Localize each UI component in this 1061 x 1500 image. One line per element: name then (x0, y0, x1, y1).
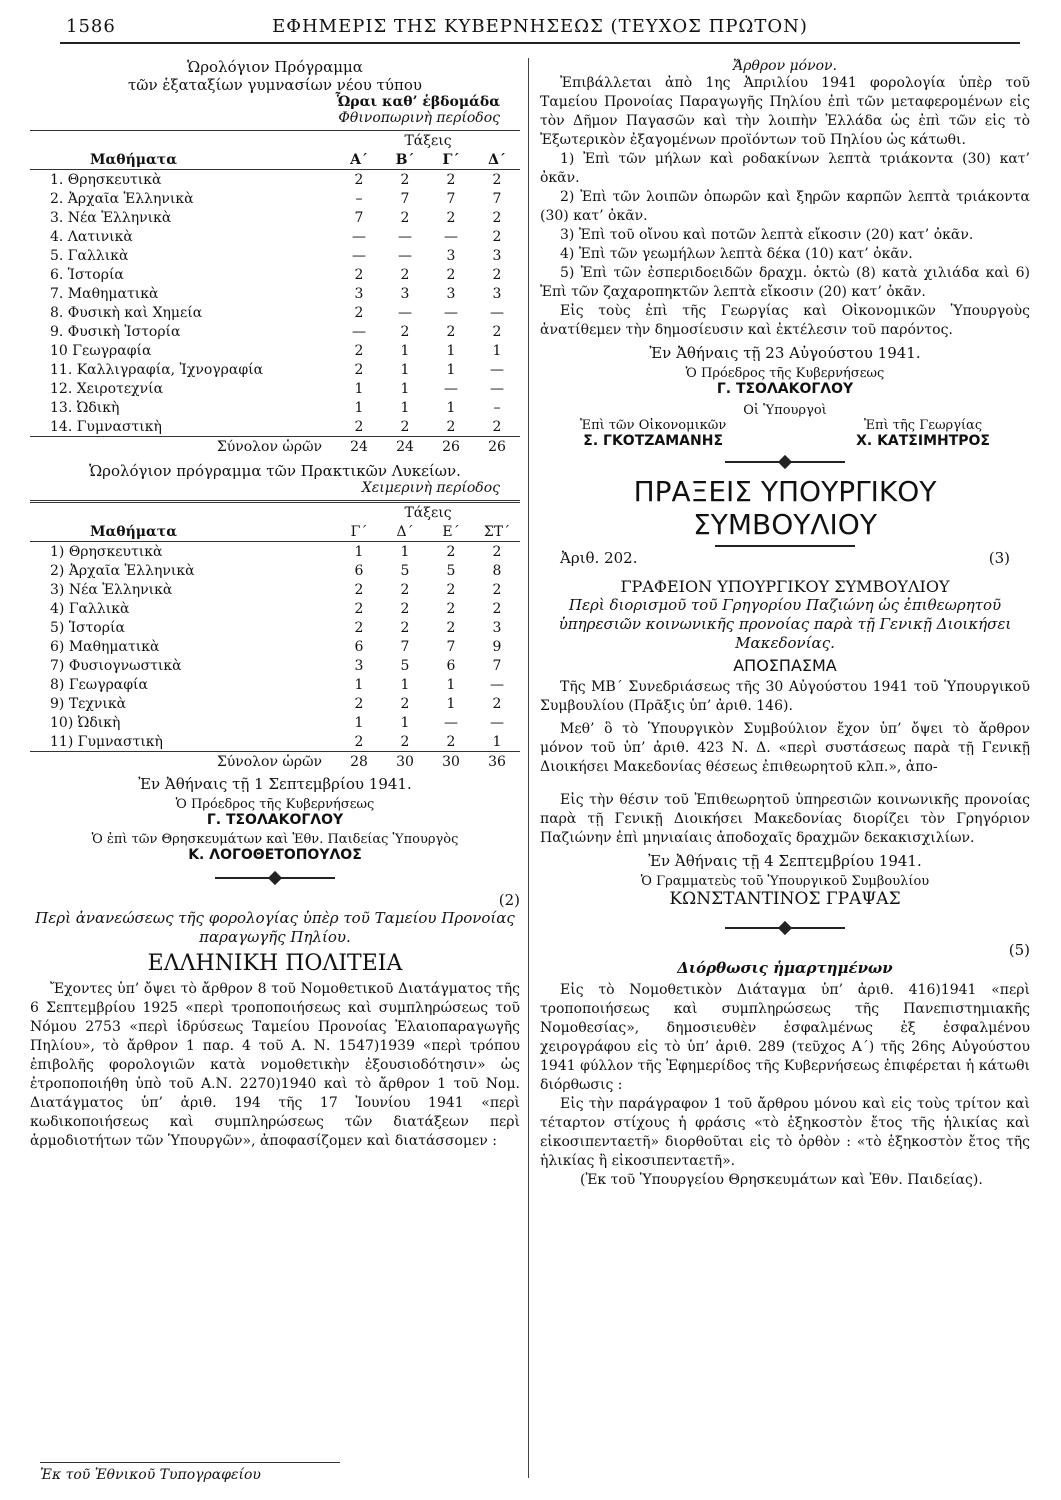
table-row (30, 637, 520, 656)
table-row (30, 417, 520, 437)
article-item: 4) Ἐπὶ τῶν γεωμήλων λεπτὰ δέκα (10) κατ’ ὀκᾶν. (560, 246, 913, 262)
t1-period: Φθινοπωρινὴ περίοδος (338, 110, 500, 126)
correction-p2: Εἰς τὴν παράγραφον 1 τοῦ ἄρθρου μόνου καὶ εἰς τοὺς τρίτον καὶ τέταρτον στίχους ἡ φράσις «τὸ ἑξηκοστὸν ἔτος τῆς ἡλικίας καὶ εἰκοσιπενταετῆ» διορθοῦται εἰς τὸ ὀρθὸν : «τὸ ἑξηκοστὸν ἔτος τῆς ἡλικίας ἢ εἰκοσιπενταετῆ». (540, 1096, 1030, 1169)
table-row (30, 599, 520, 618)
t1-total: 24 (396, 438, 414, 455)
t1-col-header: Α΄ (350, 151, 368, 168)
table-row (30, 303, 520, 322)
hours-cell: — (398, 304, 412, 321)
subject-cell: 9. Φυσικὴ Ἱστορία (50, 323, 181, 340)
hours-cell: 3 (354, 285, 364, 302)
subject-cell: 6) Μαθηματικὰ (50, 638, 160, 655)
hours-cell: 2 (492, 209, 502, 226)
article-item: 3) Ἐπὶ τοῦ οἴνου καὶ ποτῶν λεπτὰ εἴκοσιν (20) κατ’ ὀκᾶν. (560, 227, 974, 243)
t2-table (30, 500, 520, 771)
subject-cell: 5. Γαλλικὰ (50, 247, 129, 264)
t2-total-label: Σύνολον ὡρῶν (216, 753, 322, 770)
hours-cell: 2 (492, 600, 502, 617)
hours-cell: – (355, 190, 363, 207)
ornament-divider (215, 877, 335, 879)
table-row (30, 189, 520, 208)
hours-cell: 3 (354, 657, 364, 674)
table-row (30, 542, 520, 562)
hours-cell: — (490, 676, 504, 693)
t2-title: Ὡρολόγιον πρόγραμμα τῶν Πρακτικῶν Λυκείων. (89, 462, 461, 480)
sec2-number: (2) (498, 891, 520, 909)
hours-cell: 2 (446, 323, 456, 340)
hours-cell: 1 (446, 342, 456, 359)
table-row (30, 379, 520, 398)
correction-p1: Εἰς τὸ Νομοθετικὸν Διάταγμα ὑπ’ ἀριθ. 416)1941 «περὶ τροποποιήσεως καὶ συμπληρώσεως τῆς Πανεπιστημιακῆς Νομοθεσίας», δημοσιευθὲν ἐσφαλμένως ἐξ ἐσφαλμένου χειρογράφου εἰς τὸ ὑπ’ ἀριθ. 289 (τεῦχος Α΄) τῆς 26ης Αὐγούστου 1941 φύλλον τῆς Ἐφημερίδος τῆς Κυβερνήσεως ἐπιφέρεται ἡ κάτωθι διόρθωσις : (540, 982, 1030, 1093)
table-row (30, 694, 520, 713)
table-row (30, 322, 520, 341)
table-row (30, 732, 520, 752)
office-title: ΓΡΑΦΕΙΟΝ ΥΠΟΥΡΓΙΚΟΥ ΣΥΜΒΟΥΛΙΟΥ (620, 577, 950, 596)
subject-cell: 14. Γυμναστικὴ (50, 418, 162, 435)
subject-cell: 3. Νέα Ἑλληνικὰ (50, 209, 172, 226)
hours-cell: 3 (492, 619, 502, 636)
t1-hours: Ὧραι καθ’ ἑβδομάδα (335, 94, 500, 110)
hours-cell: 1 (354, 676, 364, 693)
hours-cell: — (352, 247, 366, 264)
t1-subjects-label: Μαθήματα (90, 151, 178, 168)
hours-cell: 6 (354, 562, 364, 579)
excerpt-label: ΑΠΟΣΠΑΣΜΑ (733, 656, 837, 675)
hours-cell: 1 (354, 714, 364, 731)
min1-role: Ἐπὶ τῶν Οἰκονομικῶν (580, 418, 727, 433)
hours-cell: 2 (446, 733, 456, 750)
t2-subjects-label: Μαθήματα (90, 523, 178, 540)
hours-cell: 3 (446, 247, 456, 264)
table-row (30, 265, 520, 284)
hours-cell: 2 (354, 171, 364, 188)
hours-cell: — (490, 380, 504, 397)
t1-total: 26 (488, 438, 506, 455)
hours-cell: 2 (400, 171, 410, 188)
subject-cell: 5) Ἱστορία (50, 619, 125, 636)
hours-cell: 2 (354, 695, 364, 712)
t2-col-header: ΣΤ΄ (483, 523, 511, 540)
hours-cell: 2 (354, 418, 364, 435)
t1-title2: τῶν ἑξαταξίων γυμνασίων νέου τύπου (127, 76, 423, 94)
hours-cell: 1 (400, 399, 410, 416)
subject-cell: 4) Γαλλικὰ (50, 600, 130, 617)
hours-cell: 2 (354, 361, 364, 378)
subject-cell: 9) Τεχνικὰ (50, 695, 127, 712)
hours-cell: 3 (492, 285, 502, 302)
hours-cell: — (398, 247, 412, 264)
t1-total-label: Σύνολον ὡρῶν (216, 438, 322, 455)
hours-cell: – (493, 399, 501, 416)
sec2-text: Ἔχοντες ὑπ’ ὄψει τὸ ἄρθρον 8 τοῦ Νομοθετικοῦ Διατάγματος τῆς 6 Σεπτεμβρίου 1925 «περὶ τροποποιήσεως καὶ συμπληρώσεως τοῦ Νόμου 2753 «περὶ ἱδρύσεως Ταμείου Προνοίας Ἐλαιοπαραγωγῆς Πηλίου», τὸ ἄρθρον 1 παρ. 4 τοῦ Α. Ν. 1547)1939 «περὶ τρόπου ἐπιβολῆς φορολογιῶν κατὰ νομοθετικὴν ἐξουσιοδότησιν» ὡς ἐτροποποιήθη ὑπὸ τοῦ Α.Ν. 2270)1940 καὶ τὸ ἄρθρον 1 τοῦ Νομ. Διατάγματος ὑπ’ ἀριθ. 194 τῆς 17 Ἰουνίου 1941 «περὶ κωδικοποιήσεως καὶ συμπληρώσεως τῶν διατάξεων περὶ ἁρμοδιοτήτων τῶν Ὑπουργῶν», ἀποφασίζομεν καὶ διατάσσομεν : (30, 981, 520, 1149)
hours-cell: 2 (492, 695, 502, 712)
hours-cell: 1 (400, 543, 410, 560)
t2-col-header: Δ΄ (396, 523, 414, 540)
hours-cell: 1 (400, 714, 410, 731)
right-column (540, 58, 1030, 1190)
t2-total: 30 (396, 753, 414, 770)
table-row (30, 284, 520, 303)
right-date1: Ἐν Ἀθήναις τῇ 23 Αὐγούστου 1941. (649, 344, 921, 362)
article-close: Εἰς τοὺς ἐπὶ τῆς Γεωργίας καὶ Οἰκονομικῶν Ὑπουργοὺς ἀνατίθεμεν τὴν δημοσίευσιν καὶ ἐκτέλεσιν τοῦ παρόντος. (540, 303, 1030, 338)
article-item: 5) Ἐπὶ τῶν ἐσπεριδοειδῶν δραχμ. ὀκτὼ (8) κατὰ χιλιάδα καὶ 6) Ἐπὶ τῶν ζαχαροπηκτῶν λεπτὰ εἴκοσιν (20) κατ’ ὀκᾶν. (540, 265, 1030, 300)
hours-cell: 7 (446, 638, 456, 655)
left-min-name: Κ. ΛΟΓΟΘΕΤΟΠΟΥΛΟΣ (188, 847, 362, 863)
sec3-meta (540, 549, 1030, 567)
hours-cell: 2 (400, 323, 410, 340)
page-header (60, 14, 1020, 44)
hours-cell: 1 (400, 676, 410, 693)
right-pres-name: Γ. ΤΣΟΛΑΚΟΓΛΟΥ (716, 381, 854, 397)
hours-cell: 2 (492, 543, 502, 560)
section-heading: ΠΡΑΞΕΙΣ ΥΠΟΥΡΓΙΚΟΥ ΣΥΜΒΟΥΛΙΟΥ (633, 475, 937, 541)
sec2-heading: ΕΛΛΗΝΙΚΗ ΠΟΛΙΤΕΙΑ (147, 951, 403, 976)
hours-cell: 2 (492, 228, 502, 245)
t2-col-header: Ε΄ (442, 523, 460, 540)
hours-cell: 6 (446, 657, 456, 674)
sec2-title: Περὶ ἀνανεώσεως τῆς φορολογίας ὑπὲρ τοῦ Ταμείου Προνοίας παραγωγῆς Πηλίου. (35, 909, 515, 946)
correction-source: (Ἐκ τοῦ Ὑπουργείου Θρησκευμάτων καὶ Ἐθν. Παιδείας). (580, 1172, 983, 1188)
hours-cell: 1 (446, 695, 456, 712)
t1-total: 24 (350, 438, 368, 455)
article-intro: Ἐπιβάλλεται ἀπὸ 1ης Ἀπριλίου 1941 φορολογία ὑπὲρ τοῦ Ταμείου Προνοίας Παραγωγῆς Πηλίου ἐπὶ τῶν μεταφερομένων εἰς τὸν Δῆμον Παγασῶν καὶ τὴν λοιπὴν Ἑλλάδα ὡς ἐπὶ τῶν εἰς τὸ Ἐξωτερικὸν ἐξαγομένων προϊόντων τοῦ Πηλίου ὡς κάτωθι. (540, 75, 1030, 148)
hours-cell: 2 (446, 600, 456, 617)
table-row (30, 713, 520, 732)
table-row (30, 580, 520, 599)
hours-cell: 2 (492, 418, 502, 435)
table-row (30, 246, 520, 265)
sec3-title: Περὶ διορισμοῦ τοῦ Γρηγορίου Παζιώνη ὡς ἐπιθεωρητοῦ ὑπηρεσιῶν κοινωνικῆς προνοίας παρὰ τῇ Γενικῇ Διοικήσει Μακεδονίας. (558, 596, 1012, 652)
arith-number: Ἀριθ. 202. (560, 549, 638, 567)
subject-cell: 11) Γυμναστικὴ (50, 733, 163, 750)
ministers-row (540, 418, 1030, 449)
t1-total: 26 (442, 438, 460, 455)
hours-cell: 2 (492, 581, 502, 598)
column-divider (528, 58, 529, 1478)
ornament-divider (725, 461, 845, 463)
hours-cell: 1 (400, 380, 410, 397)
hours-cell: 2 (354, 581, 364, 598)
hours-cell: 3 (492, 247, 502, 264)
hours-cell: 5 (446, 562, 456, 579)
hours-cell: 1 (354, 399, 364, 416)
hours-cell: — (444, 714, 458, 731)
subject-cell: 1) Θρησκευτικὰ (50, 543, 163, 560)
article-item: 2) Ἐπὶ τῶν λοιπῶν ὀπωρῶν καὶ ξηρῶν καρπῶν λεπτὰ τριάκοντα (30) κατ’ ὀκᾶν. (540, 189, 1030, 224)
table-row (30, 398, 520, 417)
t1-col-header: Γ΄ (442, 151, 460, 168)
t1-table (30, 130, 520, 456)
heading-underline (715, 545, 855, 547)
hours-cell: 5 (400, 657, 410, 674)
correction-title: Διόρθωσις ἡμαρτημένων (677, 959, 893, 977)
subject-cell: 2) Ἀρχαῖα Ἑλληνικὰ (50, 562, 195, 579)
article-items (540, 150, 1030, 302)
hours-cell: — (398, 228, 412, 245)
hours-cell: 2 (354, 619, 364, 636)
hours-cell: 7 (400, 190, 410, 207)
subject-cell: 2. Ἀρχαῖα Ἑλληνικὰ (50, 190, 194, 207)
hours-cell: 1 (492, 342, 502, 359)
hours-cell: — (352, 323, 366, 340)
hours-cell: 1 (492, 733, 502, 750)
subject-cell: 6. Ἱστορία (50, 266, 124, 283)
sec3-p1: Τῆς ΜΒ΄ Συνεδριάσεως τῆς 30 Αὐγούστου 1941 τοῦ Ὑπουργικοῦ Συμβουλίου (Πρᾶξις ὑπ’ ἀριθ. 146). (540, 679, 1030, 714)
ministers-label: Οἱ Ὑπουργοὶ (743, 403, 827, 418)
t1-col-header: Δ΄ (488, 151, 506, 168)
t1-title1: Ὡρολόγιον Πρόγραμμα (187, 58, 363, 76)
min2-role: Ἐπὶ τῆς Γεωργίας (863, 418, 983, 433)
hours-cell: 1 (400, 342, 410, 359)
hours-cell: — (444, 380, 458, 397)
subject-cell: 3) Νέα Ἑλληνικὰ (50, 581, 173, 598)
sec3-p2: Μεθ’ ὃ τὸ Ὑπουργικὸν Συμβούλιον ἔχον ὑπ’ ὄψει τὸ ἄρθρον μόνον τοῦ ὑπ’ ἀριθ. 423 Ν. Δ. «περὶ συστάσεως παρὰ τῇ Γενικῇ Διοικήσει Μακεδονίας θέσεως ἐπιθεωρητοῦ κλπ.», ἀπο- (540, 721, 1030, 775)
hours-cell: 2 (446, 581, 456, 598)
hours-cell: 2 (492, 266, 502, 283)
hours-cell: — (444, 228, 458, 245)
hours-cell: — (352, 228, 366, 245)
hours-cell: 2 (400, 209, 410, 226)
t2-col-header: Γ΄ (350, 523, 368, 540)
hours-cell: — (490, 714, 504, 731)
t2-classes-label: Τάξεις (404, 504, 452, 521)
hours-cell: 1 (446, 399, 456, 416)
hours-cell: — (490, 304, 504, 321)
hours-cell: 2 (492, 323, 502, 340)
hours-cell: 2 (400, 266, 410, 283)
sec5-number: (5) (1008, 941, 1030, 959)
subject-cell: 8) Γεωγραφία (50, 676, 148, 693)
gazette-title: ΕΦΗΜΕΡΙΣ ΤΗΣ ΚΥΒΕΡΝΗΣΕΩΣ (ΤΕΥΧΟΣ ΠΡΩΤΟΝ) (272, 16, 808, 37)
hours-cell: 7 (354, 209, 364, 226)
article-heading: Ἄρθρον μόνον. (733, 58, 837, 74)
subject-cell: 10) Ὠδικὴ (50, 714, 121, 731)
left-column (30, 58, 520, 1151)
left-pres-name: Γ. ΤΣΟΛΑΚΟΓΛΟΥ (206, 812, 344, 828)
left-pres-role: Ὁ Πρόεδρος τῆς Κυβερνήσεως (175, 797, 375, 812)
table-row (30, 561, 520, 580)
subject-cell: 12. Χειροτεχνία (50, 380, 164, 397)
secretary-name: ΚΩΝΣΤΑΝΤΙΝΟΣ ΓΡΑΨΑΣ (669, 889, 901, 909)
hours-cell: 2 (400, 695, 410, 712)
hours-cell: 6 (354, 638, 364, 655)
article-item: 1) Ἐπὶ τῶν μήλων καὶ ροδακίνων λεπτὰ τριάκοντα (30) κατ’ ὀκᾶν. (540, 151, 1030, 186)
subject-cell: 10 Γεωγραφία (50, 342, 152, 359)
hours-cell: 2 (400, 733, 410, 750)
t1-classes-label: Τάξεις (404, 132, 452, 149)
table-row (30, 170, 520, 190)
right-date2: Ἐν Ἀθήναις τῇ 4 Σεπτεμβρίου 1941. (648, 852, 922, 870)
table-row (30, 675, 520, 694)
hours-cell: 8 (492, 562, 502, 579)
sec3-p3: Εἰς τὴν θέσιν τοῦ Ἐπιθεωρητοῦ ὑπηρεσιῶν κοινωνικῆς προνοίας παρὰ τῇ Γενικῇ Διοικήσει Μακεδονίας διορίζει τὸν Γρηγόριον Παζιώνην ἐπὶ μηνιαίαις ἀποδοχαῖς δραχμῶν δεκακισχιλίων. (540, 792, 1030, 846)
table-row (30, 360, 520, 379)
hours-cell: 2 (446, 171, 456, 188)
secretary-role: Ὁ Γραμματεὺς τοῦ Ὑπουργικοῦ Συμβουλίου (640, 874, 930, 889)
hours-cell: 2 (354, 304, 364, 321)
hours-cell: 2 (446, 418, 456, 435)
table-row (30, 656, 520, 675)
hours-cell: 2 (400, 619, 410, 636)
hours-cell: 7 (400, 638, 410, 655)
footer-imprint: Ἐκ τοῦ Ἐθνικοῦ Τυπογραφείου (40, 1462, 340, 1483)
t2-total: 28 (350, 753, 368, 770)
hours-cell: 2 (354, 600, 364, 617)
t2-total: 36 (488, 753, 506, 770)
hours-cell: 2 (400, 418, 410, 435)
table-row (30, 208, 520, 227)
table-row (30, 227, 520, 246)
hours-cell: 2 (446, 543, 456, 560)
hours-cell: 2 (400, 600, 410, 617)
right-pres-role: Ὁ Πρόεδρος τῆς Κυβερνήσεως (685, 366, 885, 381)
hours-cell: 2 (492, 171, 502, 188)
hours-cell: 2 (446, 266, 456, 283)
subject-cell: 1. Θρησκευτικὰ (50, 171, 162, 188)
table-row (30, 341, 520, 360)
hours-cell: 7 (492, 190, 502, 207)
subject-cell: 11. Καλλιγραφία, Ἰχνογραφία (50, 361, 264, 378)
hours-cell: 1 (446, 361, 456, 378)
hours-cell: 7 (446, 190, 456, 207)
hours-cell: 2 (354, 733, 364, 750)
page-number: 1586 (66, 16, 116, 37)
ornament-divider (725, 927, 845, 929)
hours-cell: 2 (354, 342, 364, 359)
t2-period: Χειμερινὴ περίοδος (361, 480, 500, 496)
hours-cell: 3 (400, 285, 410, 302)
hours-cell: 5 (400, 562, 410, 579)
hours-cell: 7 (492, 657, 502, 674)
hours-cell: 2 (400, 581, 410, 598)
subject-cell: 13. Ὠδικὴ (50, 399, 120, 416)
hours-cell: 2 (354, 266, 364, 283)
min2-name: Χ. ΚΑΤΣΙΜΗΤΡΟΣ (856, 433, 990, 449)
hours-cell: 3 (446, 285, 456, 302)
left-min-role: Ὁ ἐπὶ τῶν Θρησκευμάτων καὶ Ἐθν. Παιδείας Ὑπουργὸς (91, 832, 459, 847)
hours-cell: 1 (354, 543, 364, 560)
left-date: Ἐν Ἀθήναις τῇ 1 Σεπτεμβρίου 1941. (138, 775, 412, 793)
t1-col-header: Β΄ (395, 151, 415, 168)
sec3-number: (3) (988, 549, 1010, 567)
hours-cell: 9 (492, 638, 502, 655)
hours-cell: 2 (446, 619, 456, 636)
hours-cell: — (444, 304, 458, 321)
hours-cell: — (490, 361, 504, 378)
table-row (30, 618, 520, 637)
t2-total: 30 (442, 753, 460, 770)
hours-cell: 2 (446, 209, 456, 226)
min1-name: Σ. ΓΚΟΤΖΑΜΑΝΗΣ (583, 433, 724, 449)
subject-cell: 7. Μαθηματικὰ (50, 285, 159, 302)
hours-cell: 1 (400, 361, 410, 378)
hours-cell: 1 (446, 676, 456, 693)
subject-cell: 4. Λατινικὰ (50, 228, 133, 245)
hours-cell: 1 (354, 380, 364, 397)
subject-cell: 8. Φυσικὴ καὶ Χημεία (50, 304, 203, 321)
subject-cell: 7) Φυσιογνωστικὰ (50, 657, 182, 674)
